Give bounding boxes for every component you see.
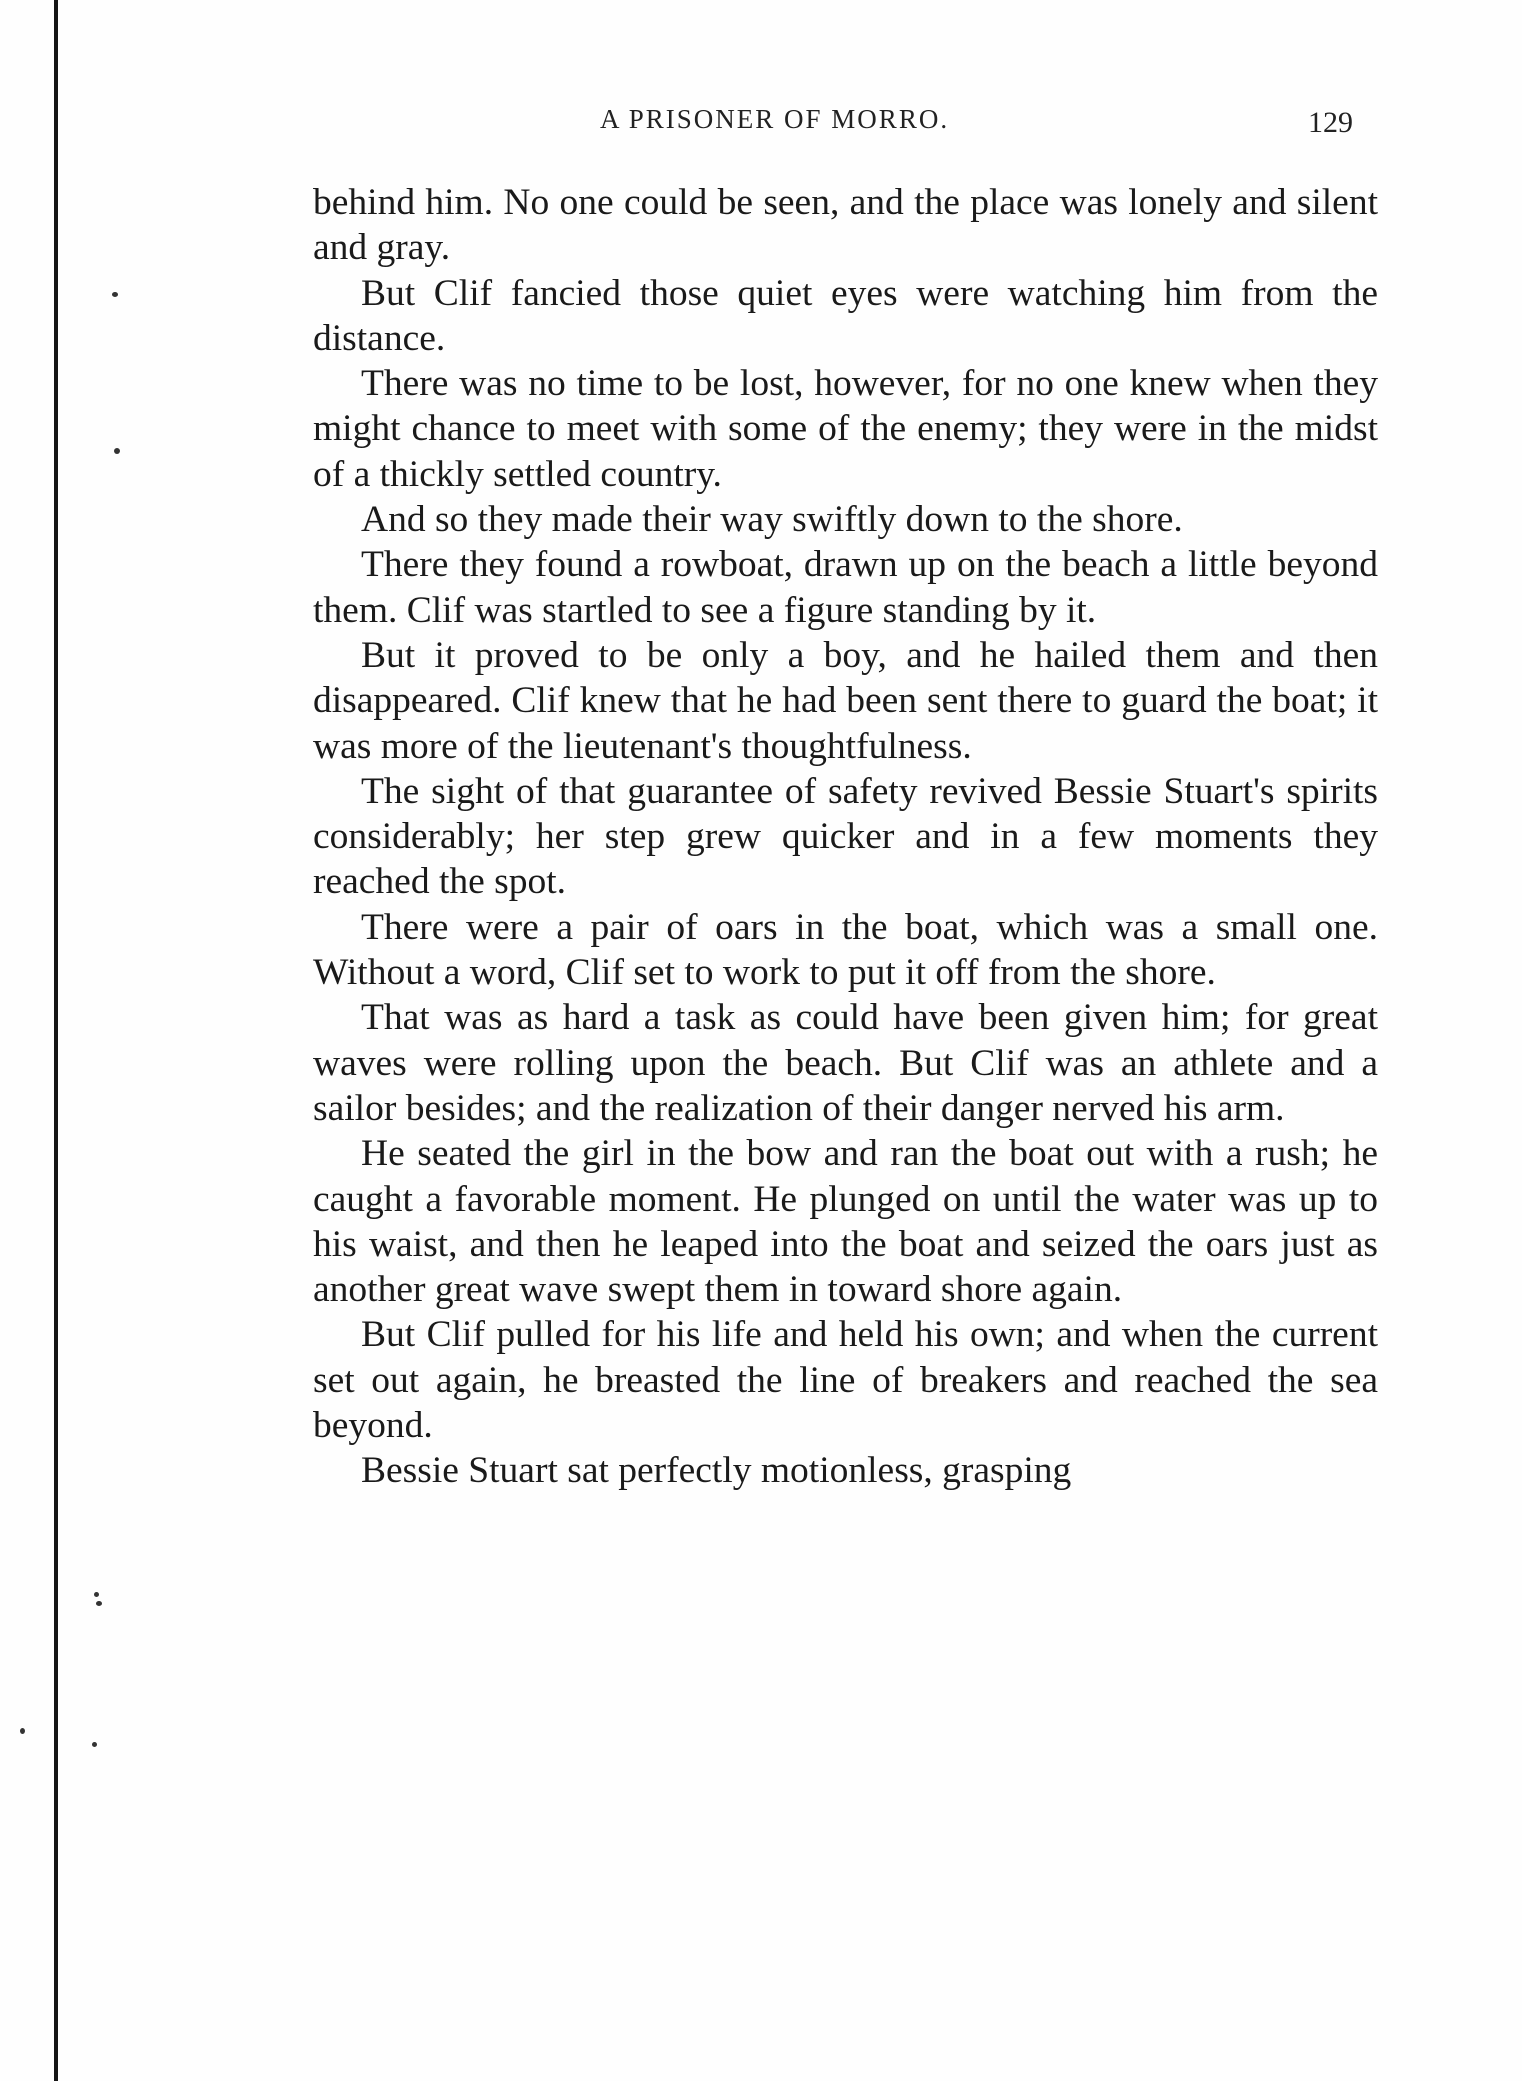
paragraph: He seated the girl in the bow and ran the boat out with a rush; he caught a favorable moment. He plunged on until the water was up to his waist, and then he leaped into the boat and seized the oars just as another great wave swept them in toward shore again. xyxy=(313,1133,1378,1311)
margin-speck xyxy=(112,292,118,297)
paragraph: There were a pair of oars in the boat, which was a small one. Without a word, Clif set to work to put it off from the shore. xyxy=(313,906,1378,994)
paragraph: There they found a rowboat, drawn up on the beach a little beyond them. Clif was startled to see a figure standing by it. xyxy=(313,544,1378,631)
margin-speck xyxy=(20,1728,25,1734)
paragraph: And so they made their way swiftly down to the shore. xyxy=(361,499,1183,541)
margin-speck xyxy=(114,448,120,454)
running-title: A PRISONER OF MORRO. xyxy=(600,104,950,134)
margin-speck xyxy=(96,1601,102,1606)
paragraph: The sight of that guarantee of safety revived Bessie Stuart's spirits considerably; her step grew quicker and in a few moments they reached the spot. xyxy=(313,770,1378,903)
margin-speck xyxy=(92,1742,97,1747)
paragraph: There was no time to be lost, however, for no one knew when they might chance to meet with some of the enemy; they were in the midst of a thickly settled country. xyxy=(313,363,1378,495)
paragraph: But Clif pulled for his life and held his own; and when the current set out again, he breasted the line of breakers and reached the sea beyond. xyxy=(313,1314,1378,1447)
paragraph: behind him. No one could be seen, and the place was lonely and silent and gray. xyxy=(313,182,1378,269)
paragraph: But Clif fancied those quiet eyes were watching him from the distance. xyxy=(313,272,1378,359)
binding-edge xyxy=(54,0,58,2081)
paragraph: But it proved to be only a boy, and he hailed them and then disappeared. Clif knew that he had been sent there to guard the boat; it was more of the lieutenant's thoughtfulness. xyxy=(313,634,1378,767)
margin-speck xyxy=(94,1592,99,1597)
body-text xyxy=(313,180,1378,1494)
paragraph: That was as hard a task as could have been given him; for great waves were rolling upon the beach. But Clif was an athlete and a sailor besides; and the realization of their danger nerved his arm. xyxy=(313,997,1378,1129)
page-number: 129 xyxy=(1308,106,1353,139)
paragraph: Bessie Stuart sat perfectly motionless, grasping xyxy=(361,1450,1072,1492)
